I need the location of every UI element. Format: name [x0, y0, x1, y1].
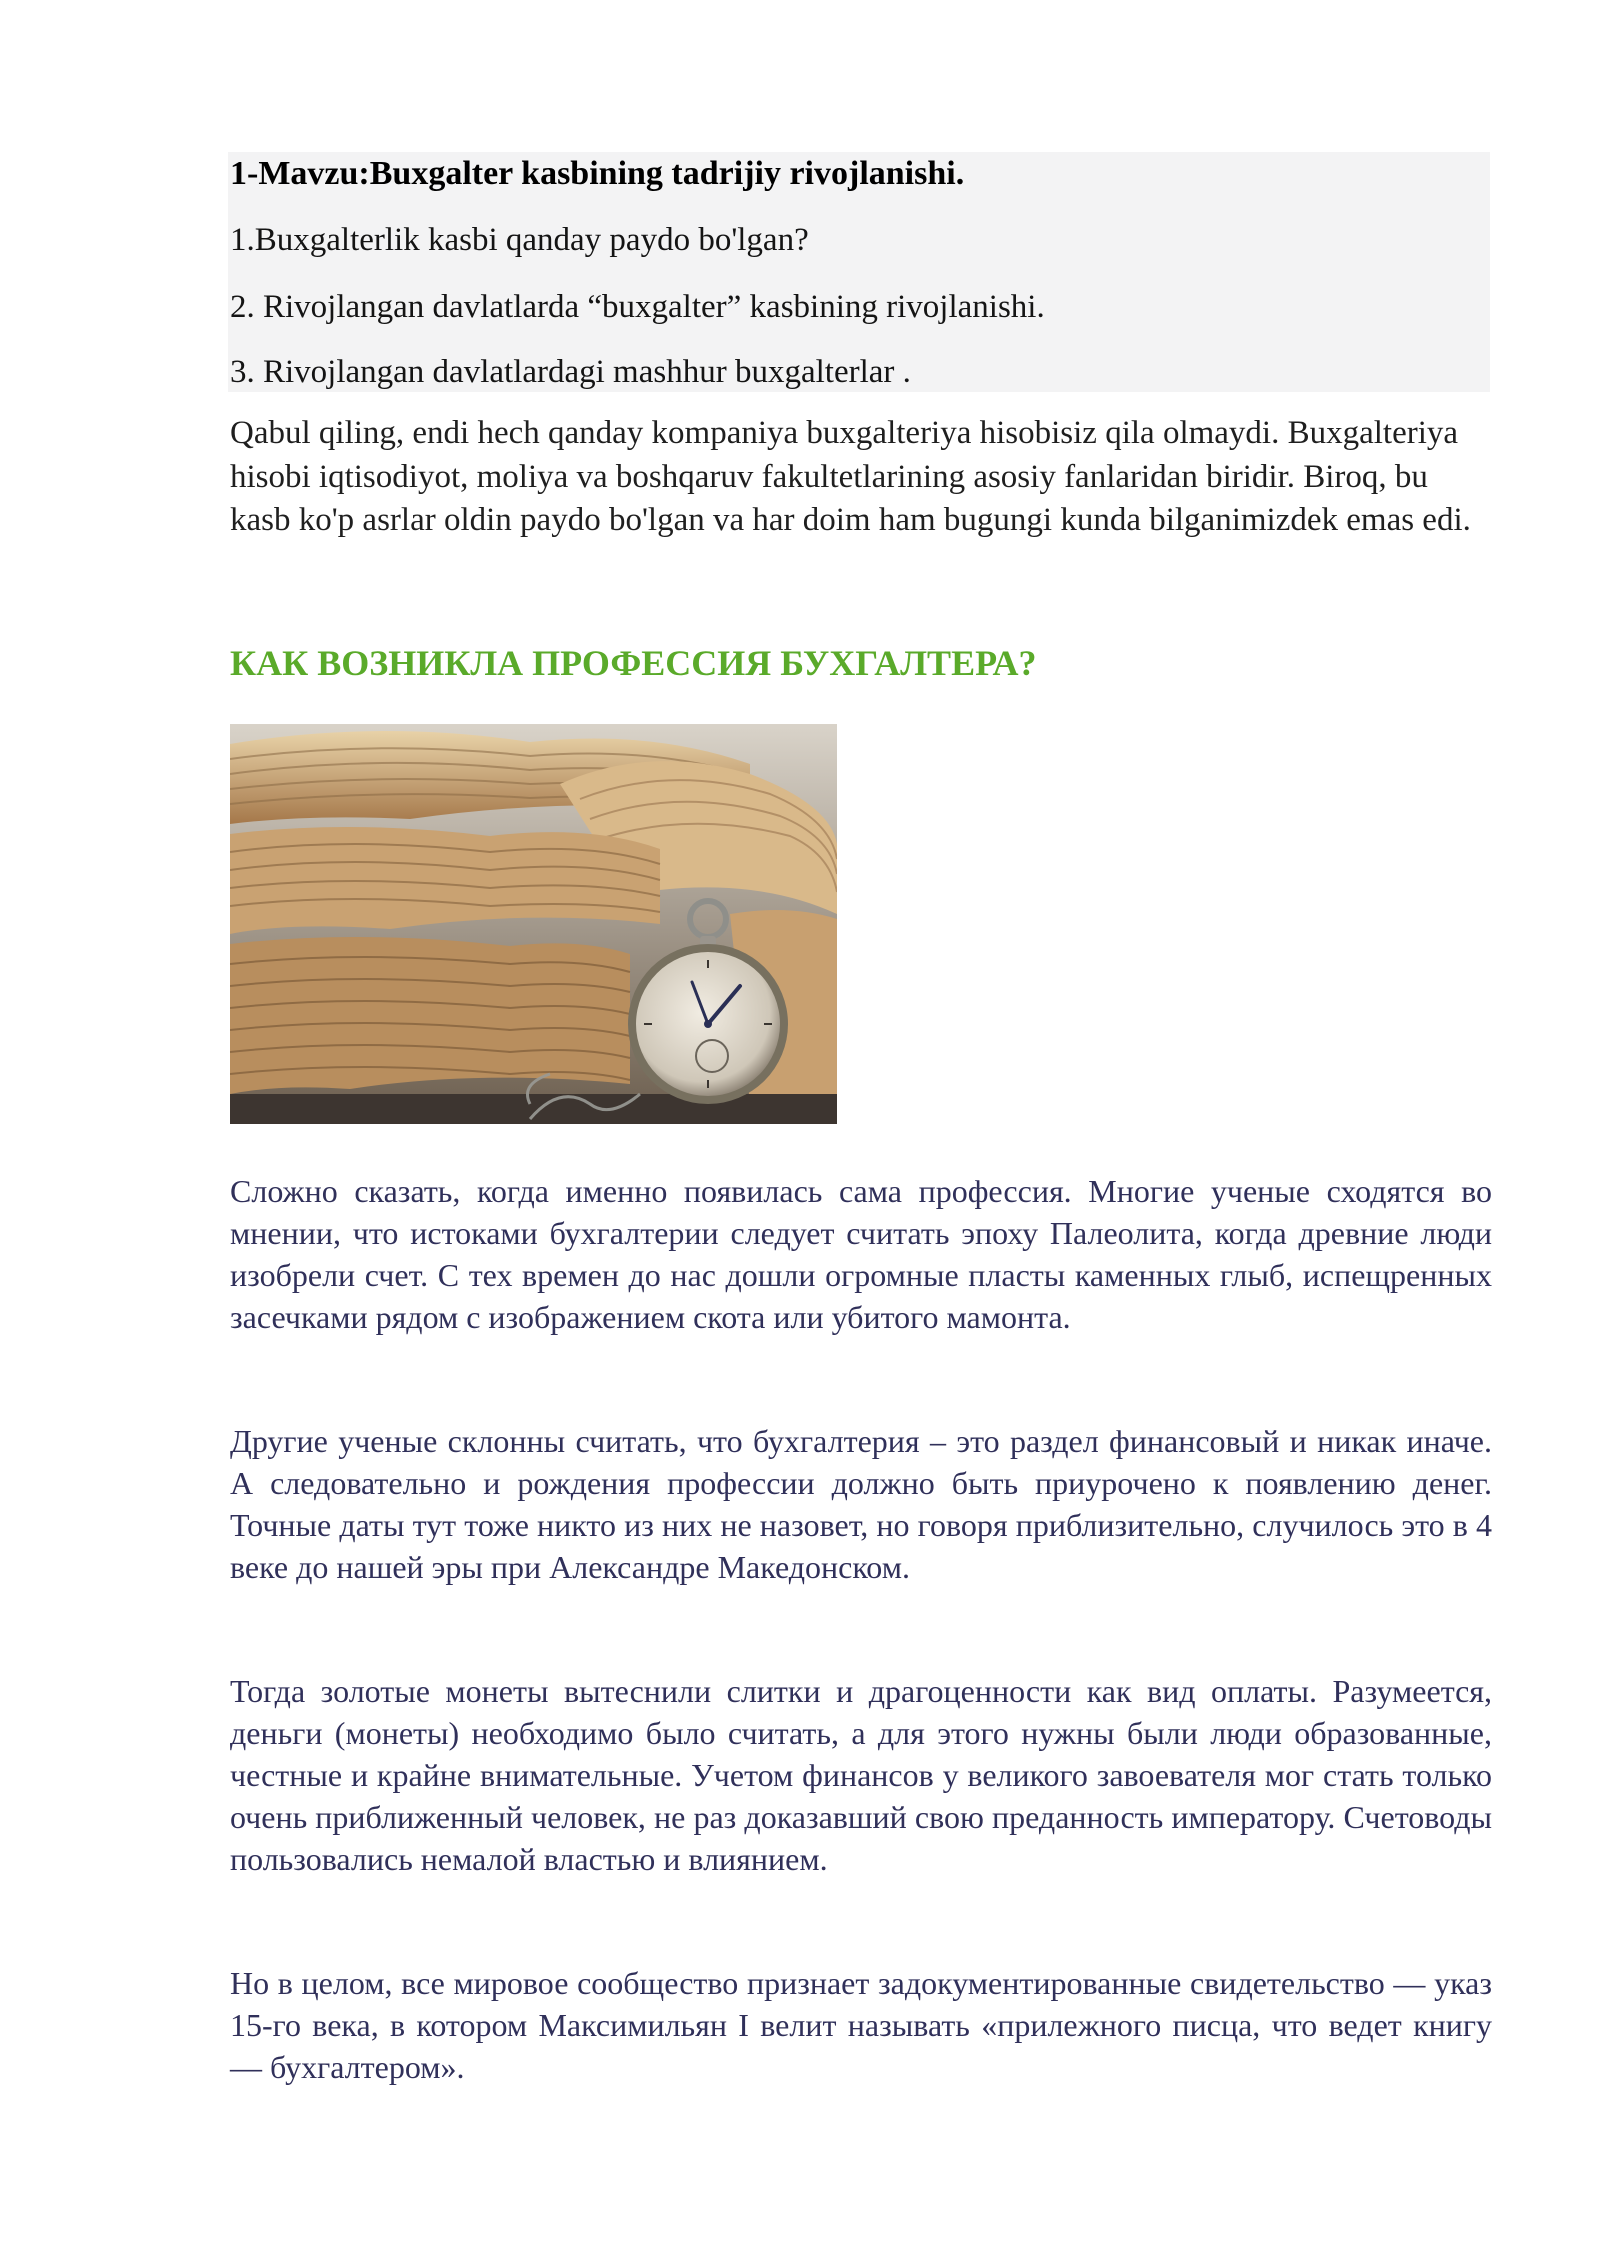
topic-question-1: 1.Buxgalterlik kasbi qanday paydo bo'lgan?: [230, 222, 809, 258]
paragraph-2: Другие ученые склонны считать, что бухгалтерия – это раздел финансовый и никак иначе. А следовательно и рождения профессии должно быть приурочено к появлению денег. Точные даты тут тоже никто из них не назовет, но говоря приблизительно, случилось это в 4 веке до нашей эры при Александре Македонском.: [230, 1423, 1492, 1585]
paragraph-3: Тогда золотые монеты вытеснили слитки и драгоценности как вид оплаты. Разумеется, деньги (монеты) необходимо было считать, а для этого нужны были люди образованные, честные и крайне внимательные. Учетом финансов у великого завоевателя мог стать только очень приближенный человек, не раз доказавший свою преданность императору. Счетоводы пользовались немалой властью и влиянием.: [230, 1673, 1492, 1877]
paragraph-1: Сложно сказать, когда именно появилась сама профессия. Многие ученые сходятся во мнении, что истоками бухгалтерии следует считать эпоху Палеолита, когда древние люди изобрели счет. С тех времен до нас дошли огромные пласты каменных глыб, испещренных засечками рядом с изображением скота или убитого мамонта.: [230, 1173, 1492, 1335]
intro-paragraph: Qabul qiling, endi hech qanday kompaniya buxgalteriya hisobisiz qila olmaydi. Buxgalteriya hisobi iqtisodiyot, moliya va boshqaruv fakultetlarining asosiy fanlaridan biridir. Biroq, bu kasb ko'p asrlar oldin paydo bo'lgan va har doim ham bugungi kunda bilganimizdek emas edi.: [230, 415, 1471, 538]
topic-question-3: 3. Rivojlangan davlatlardagi mashhur buxgalterlar .: [230, 354, 911, 390]
paragraph-4: Но в целом, все мировое сообщество признает задокументированные свидетельство — указ 15-го века, в котором Максимильян I велит называть «прилежного писца, что ведет книгу — бухгалтером».: [230, 1965, 1492, 2085]
topic-title: 1-Mavzu:Buxgalter kasbining tadrijiy rivojlanishi.: [230, 155, 965, 192]
topic-question-2: 2. Rivojlangan davlatlarda “buxgalter” kasbining rivojlanishi.: [230, 289, 1045, 325]
old-books-pocket-watch-photo: [230, 724, 837, 1124]
section-heading: КАК ВОЗНИКЛА ПРОФЕССИЯ БУХГАЛТЕРА?: [230, 643, 1037, 683]
